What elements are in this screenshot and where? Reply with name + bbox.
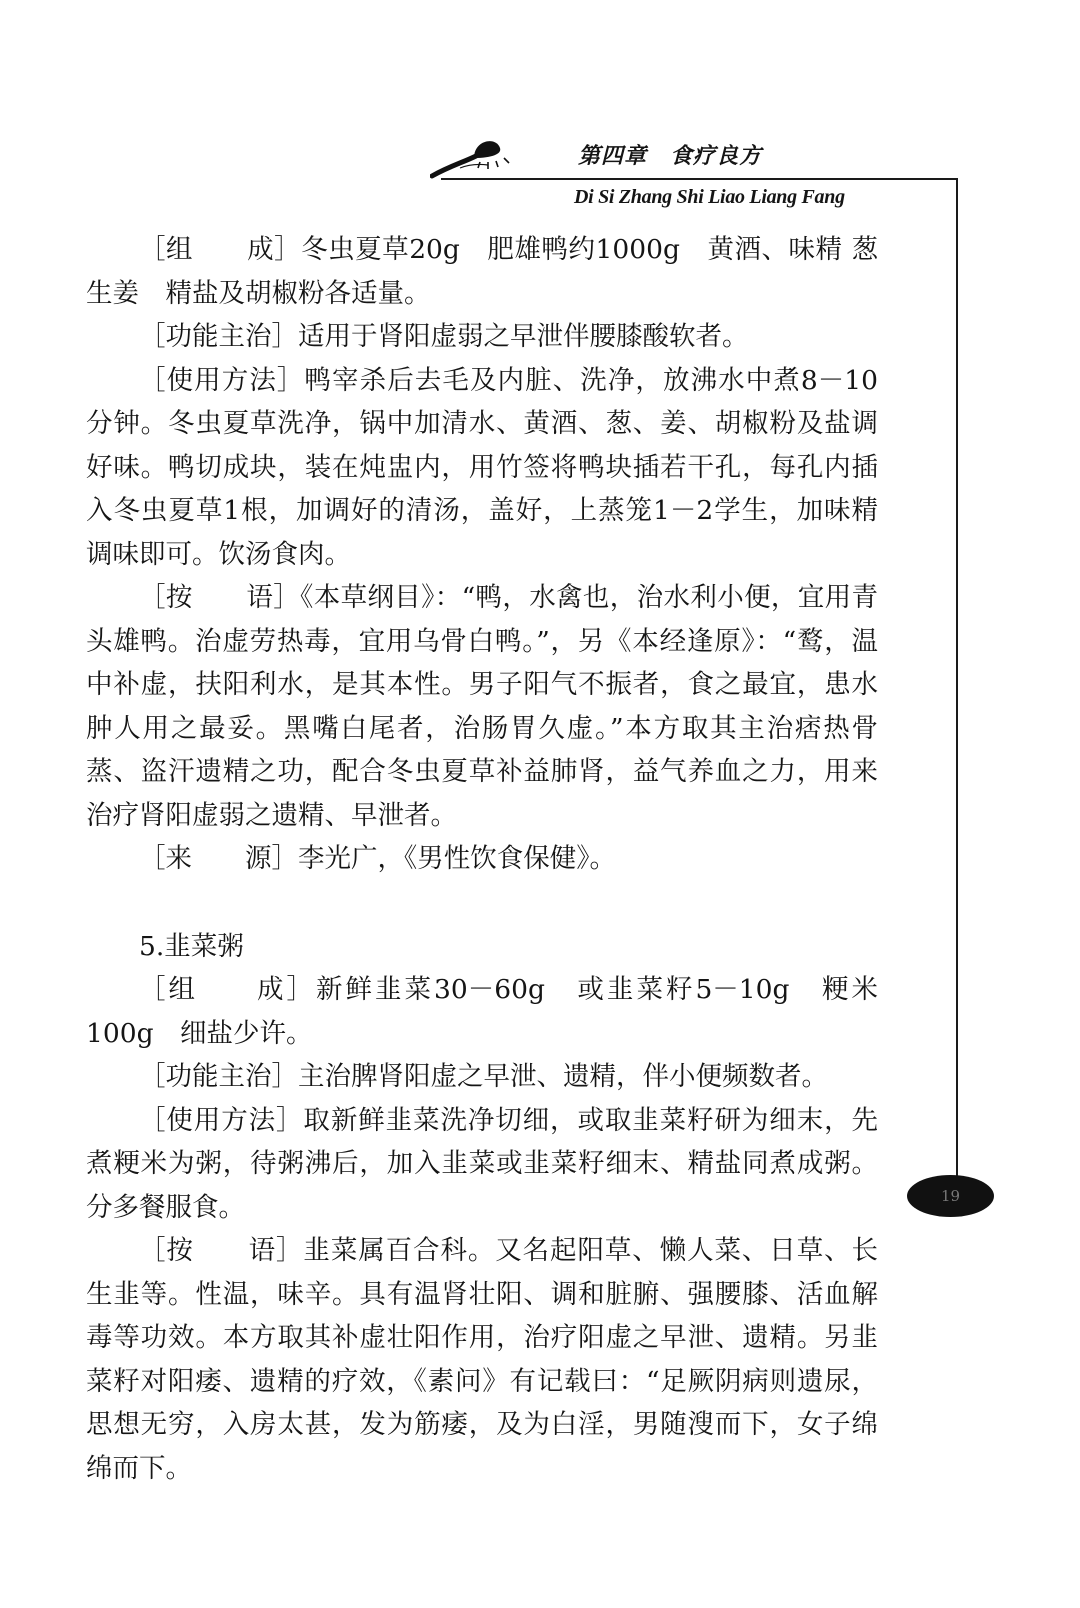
page-body	[86, 228, 878, 1490]
recipe5-heading: 5.韭菜粥	[139, 930, 244, 962]
recipe5-commentary: ［按 语］韭菜属百合科。又名起阳草、懒人菜、日草、长生韭等。性温，味辛。具有温肾壮阳、调和脏腑、强腰膝、活血解毒等功效。本方取其补虚壮阳作用，治疗阳虚之早泄、遗精。另韭菜籽对阳痿、遗精的疗效，《素问》有记载曰：“足厥阴病则遗尿，思想无穷，入房太甚，发为筋痿，及为白淫，男随溲而下，女子绵绵而下。	[86, 1235, 878, 1484]
recipe4-commentary: ［按 语］《本草纲目》：“鸭，水禽也，治水利小便，宜用青头雄鸭。治虚劳热毒，宜用乌骨白鸭。”，另《本经逢原》：“鹜，温中补虚，扶阳利水，是其本性。男子阳气不振者，食之最宜，患水肿人用之最妥。黑嘴白尾者，治肠胃久虚。”本方取其主治痞热骨蒸、盗汗遗精之功，配合冬虫夏草补益肺肾，益气养血之力，用来治疗肾阳虚弱之遗精、早泄者。	[86, 582, 878, 831]
recipe5-ingredients: ［组 成］新鲜韭菜30－60g 或韭菜籽5－10g 粳米100g 细盐少许。	[86, 974, 878, 1049]
recipe5-indications: ［功能主治］主治脾肾阳虚之早泄、遗精，伴小便频数者。	[139, 1061, 828, 1092]
margin-rule	[956, 178, 958, 1198]
recipe5-method: ［使用方法］取新鲜韭菜洗净切细，或取韭菜籽研为细末，先煮粳米为粥，待粥沸后，加入韭菜或韭菜籽细末、精盐同煮成粥。分多餐服食。	[86, 1104, 878, 1223]
recipe4-method: ［使用方法］鸭宰杀后去毛及内脏、洗净，放沸水中煮8－10分钟。冬虫夏草洗净，锅中加清水、黄酒、葱、姜、胡椒粉及盐调好味。鸭切成块，装在炖盅内，用竹签将鸭块插若干孔，每孔内插入冬虫夏草1根，加调好的清汤，盖好，上蒸笼1－2学生，加味精调味即可。饮汤食肉。	[86, 364, 878, 570]
recipe4-ingredients: ［组 成］冬虫夏草20g 肥雄鸭约1000g 黄酒、味精 葱 生姜 精盐及胡椒粉各适量。	[86, 234, 878, 309]
recipe4-source: ［来 源］李光广，《男性饮食保健》。	[139, 843, 616, 874]
recipe4-indications: ［功能主治］适用于肾阳虚弱之早泄伴腰膝酸软者。	[139, 321, 749, 352]
header-rule	[441, 178, 958, 180]
chapter-pinyin: Di Si Zhang Shi Liao Liang Fang	[574, 186, 845, 208]
chapter-title: 第四章 食疗良方	[578, 143, 763, 169]
page-tab-marker: 19	[907, 1175, 994, 1217]
chapter-logo-icon	[430, 132, 540, 184]
section-gap	[86, 881, 878, 919]
